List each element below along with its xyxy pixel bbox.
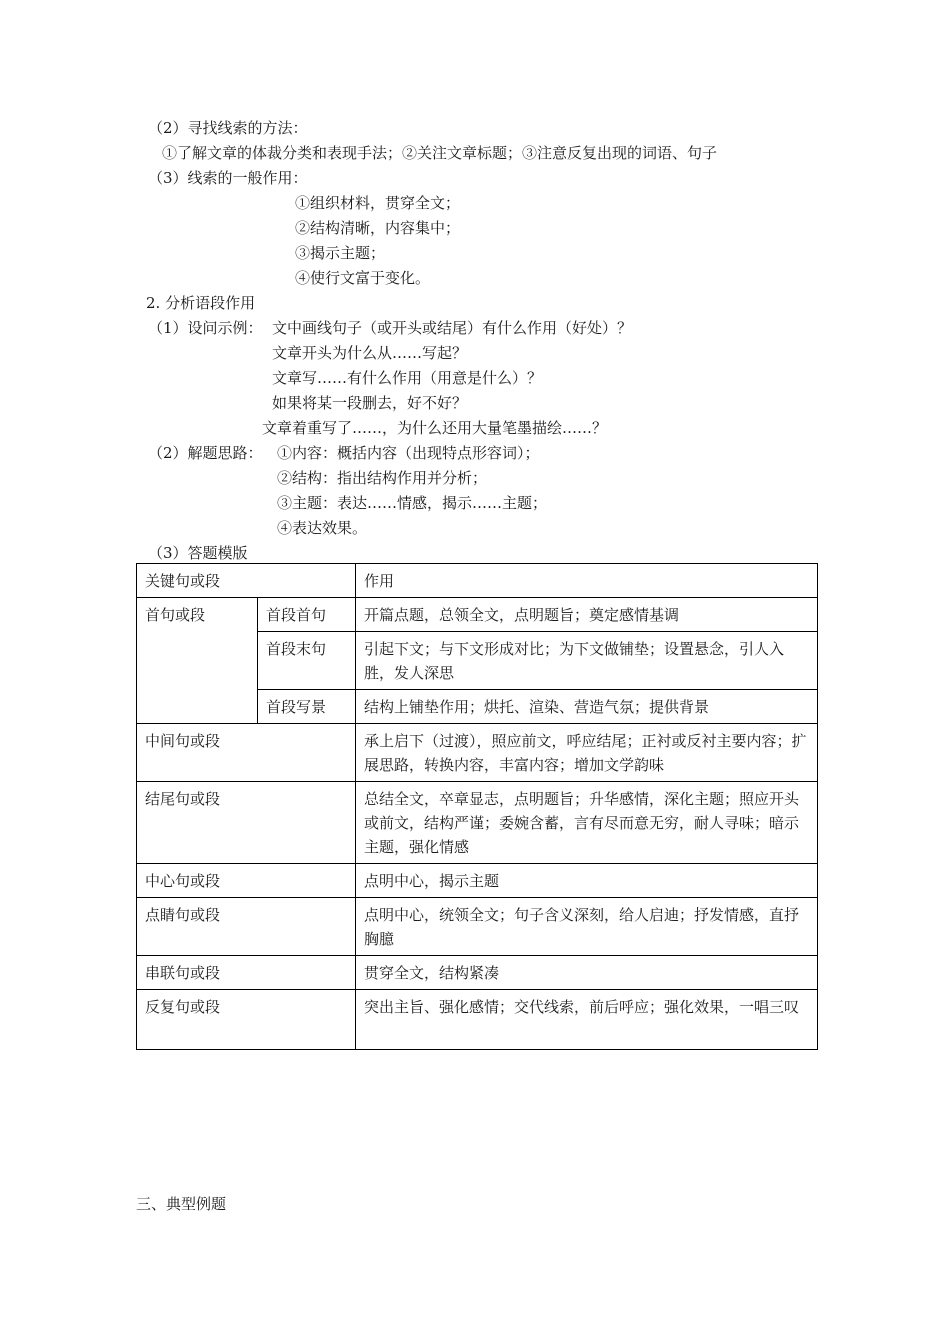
examples-section-heading: 三、典型例题 — [136, 1195, 227, 1213]
table-key-cell: 点睛句或段 — [137, 898, 356, 956]
table-function-cell: 点明中心，统领全文；句子含义深刻，给人启迪；抒发情感，直抒胸臆 — [356, 898, 818, 956]
table-header-row — [137, 564, 818, 598]
table-row — [137, 724, 818, 782]
table-sub-label: 首段写景 — [258, 690, 356, 724]
example-question: 文中画线句子（或开头或结尾）有什么作用（好处）？ — [272, 319, 633, 337]
table-key-cell: 结尾句或段 — [137, 782, 356, 864]
clue-function-item: ②结构清晰，内容集中； — [295, 219, 461, 237]
example-question: 文章着重写了……，为什么还用大量笔墨描绘……？ — [262, 419, 608, 437]
table-row — [137, 956, 818, 990]
table-row — [137, 782, 818, 864]
example-question: 文章写……有什么作用（用意是什么）？ — [272, 369, 543, 387]
table-function-cell: 结构上铺垫作用；烘托、渲染、营造气氛；提供背景 — [356, 690, 818, 724]
clue-function-item: ③揭示主题； — [295, 244, 386, 262]
table-row — [137, 864, 818, 898]
template-label: （3）答题模版 — [148, 544, 248, 562]
example-question: 文章开头为什么从……写起？ — [272, 344, 468, 362]
approach-step: ③主题：表达……情感，揭示……主题； — [277, 494, 548, 512]
clue-methods-text: ①了解文章的体裁分类和表现手法；②关注文章标题；③注意反复出现的词语、句子 — [162, 144, 718, 162]
clue-methods-heading: （2）寻找线索的方法： — [148, 119, 308, 137]
clue-function-item: ④使行文富于变化。 — [295, 269, 431, 287]
paragraph-section-heading: 2. 分析语段作用 — [146, 294, 256, 312]
table-key-cell: 反复句或段 — [137, 990, 356, 1050]
table-function-cell: 突出主旨、强化感情；交代线索，前后呼应；强化效果，一唱三叹 — [356, 990, 818, 1050]
table-function-cell: 承上启下（过渡），照应前文，呼应结尾；正衬或反衬主要内容；扩展思路，转换内容，丰富内容；增加文学韵味 — [356, 724, 818, 782]
table-header-key: 关键句或段 — [137, 564, 356, 598]
approach-step: ④表达效果。 — [277, 519, 368, 537]
clue-function-item: ①组织材料，贯穿全文； — [295, 194, 461, 212]
table-row — [137, 898, 818, 956]
table-function-cell: 引起下文；与下文形成对比；为下文做铺垫；设置悬念，引人入胜，发人深思 — [356, 632, 818, 690]
approach-step: ①内容：概括内容（出现特点形容词）； — [277, 444, 540, 462]
table-sub-label: 首段末句 — [258, 632, 356, 690]
table-sub-label: 首段首句 — [258, 598, 356, 632]
table-key-cell: 中间句或段 — [137, 724, 356, 782]
examples-label: （1）设问示例： — [148, 319, 263, 337]
example-question: 如果将某一段删去，好不好？ — [272, 394, 468, 412]
table-row — [137, 598, 818, 632]
table-key-cell: 串联句或段 — [137, 956, 356, 990]
approach-step: ②结构：指出结构作用并分析； — [277, 469, 488, 487]
clue-functions-heading: （3）线索的一般作用： — [148, 169, 308, 187]
table-function-cell: 点明中心，揭示主题 — [356, 864, 818, 898]
table-header-function: 作用 — [356, 564, 818, 598]
table-function-cell: 贯穿全文，结构紧凑 — [356, 956, 818, 990]
approach-label: （2）解题思路： — [148, 444, 263, 462]
table-row — [137, 990, 818, 1050]
table-function-cell: 开篇点题，总领全文，点明题旨；奠定感情基调 — [356, 598, 818, 632]
table-group-label: 首句或段 — [137, 598, 258, 724]
table-key-cell: 中心句或段 — [137, 864, 356, 898]
table-function-cell: 总结全文，卒章显志，点明题旨；升华感情，深化主题；照应开头或前文，结构严谨；委婉含蓄，言有尽而意无穷，耐人寻味；暗示主题，强化情感 — [356, 782, 818, 864]
answer-template-table — [136, 563, 818, 1050]
